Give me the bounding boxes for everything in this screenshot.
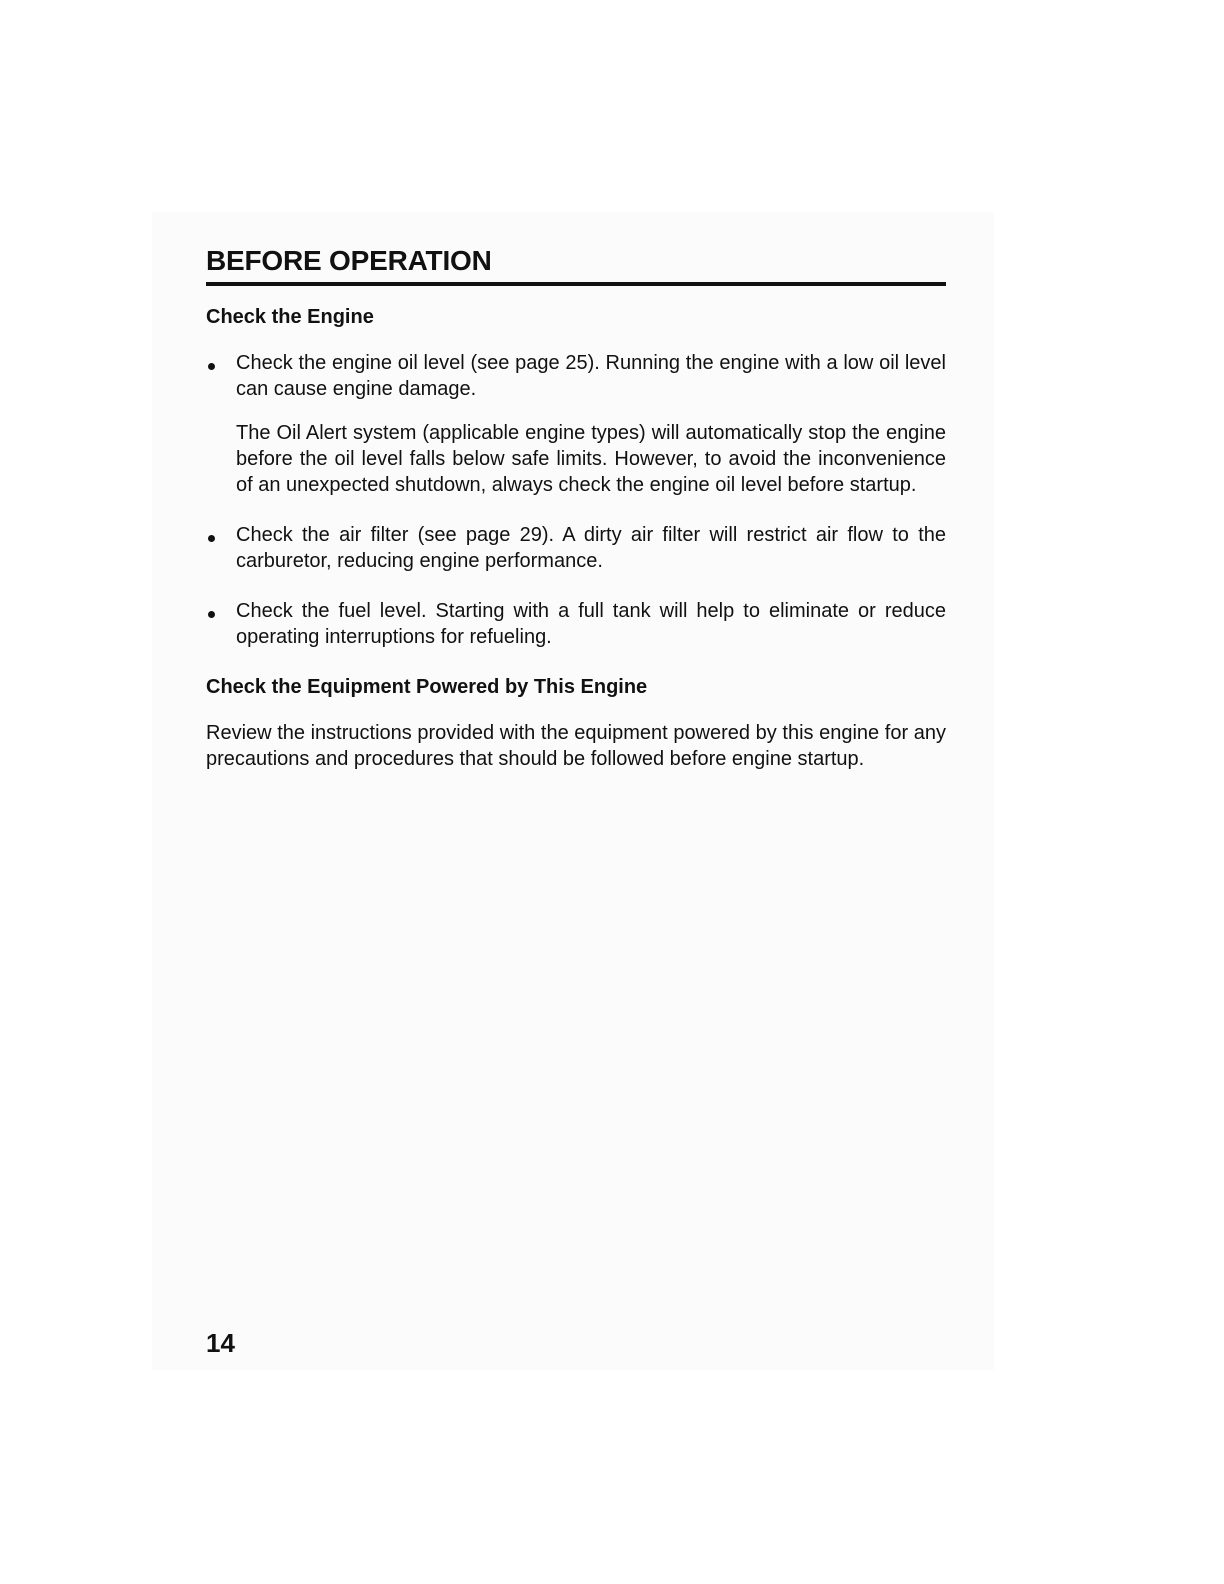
fuel-level-text: Check the fuel level. Starting with a full tank will help to eliminate or reduce operating interruptions for refueling. (236, 600, 946, 648)
bullet-icon (208, 611, 215, 618)
check-engine-list (206, 350, 946, 650)
check-equipment-heading: Check the Equipment Powered by This Engine (206, 676, 648, 698)
oil-level-text: Check the engine oil level (see page 25). Running the engine with a low oil level can cause engine damage. (236, 352, 946, 400)
bullet-icon (208, 535, 215, 542)
air-filter-text: Check the air filter (see page 29). A dirty air filter will restrict air flow to the carburetor, reducing engine performance. (236, 524, 946, 572)
title-rule (206, 282, 946, 286)
bullet-icon (208, 363, 215, 370)
page-number: 14 (206, 1328, 235, 1358)
oil-alert-note: The Oil Alert system (applicable engine types) will automatically stop the engine before the oil level falls below safe limits. However, to avoid the inconvenience of an unexpected shutdown, always check the engine oil level before startup. (236, 422, 946, 496)
list-item-fuel-level (206, 598, 946, 650)
list-item-air-filter (206, 522, 946, 574)
list-item-oil-level (206, 350, 946, 498)
check-engine-heading: Check the Engine (206, 306, 374, 328)
section-title: BEFORE OPERATION (206, 245, 492, 276)
check-equipment-body: Review the instructions provided with the equipment powered by this engine for any precautions and procedures that should be followed before engine startup. (206, 722, 946, 770)
page-content (206, 240, 946, 772)
